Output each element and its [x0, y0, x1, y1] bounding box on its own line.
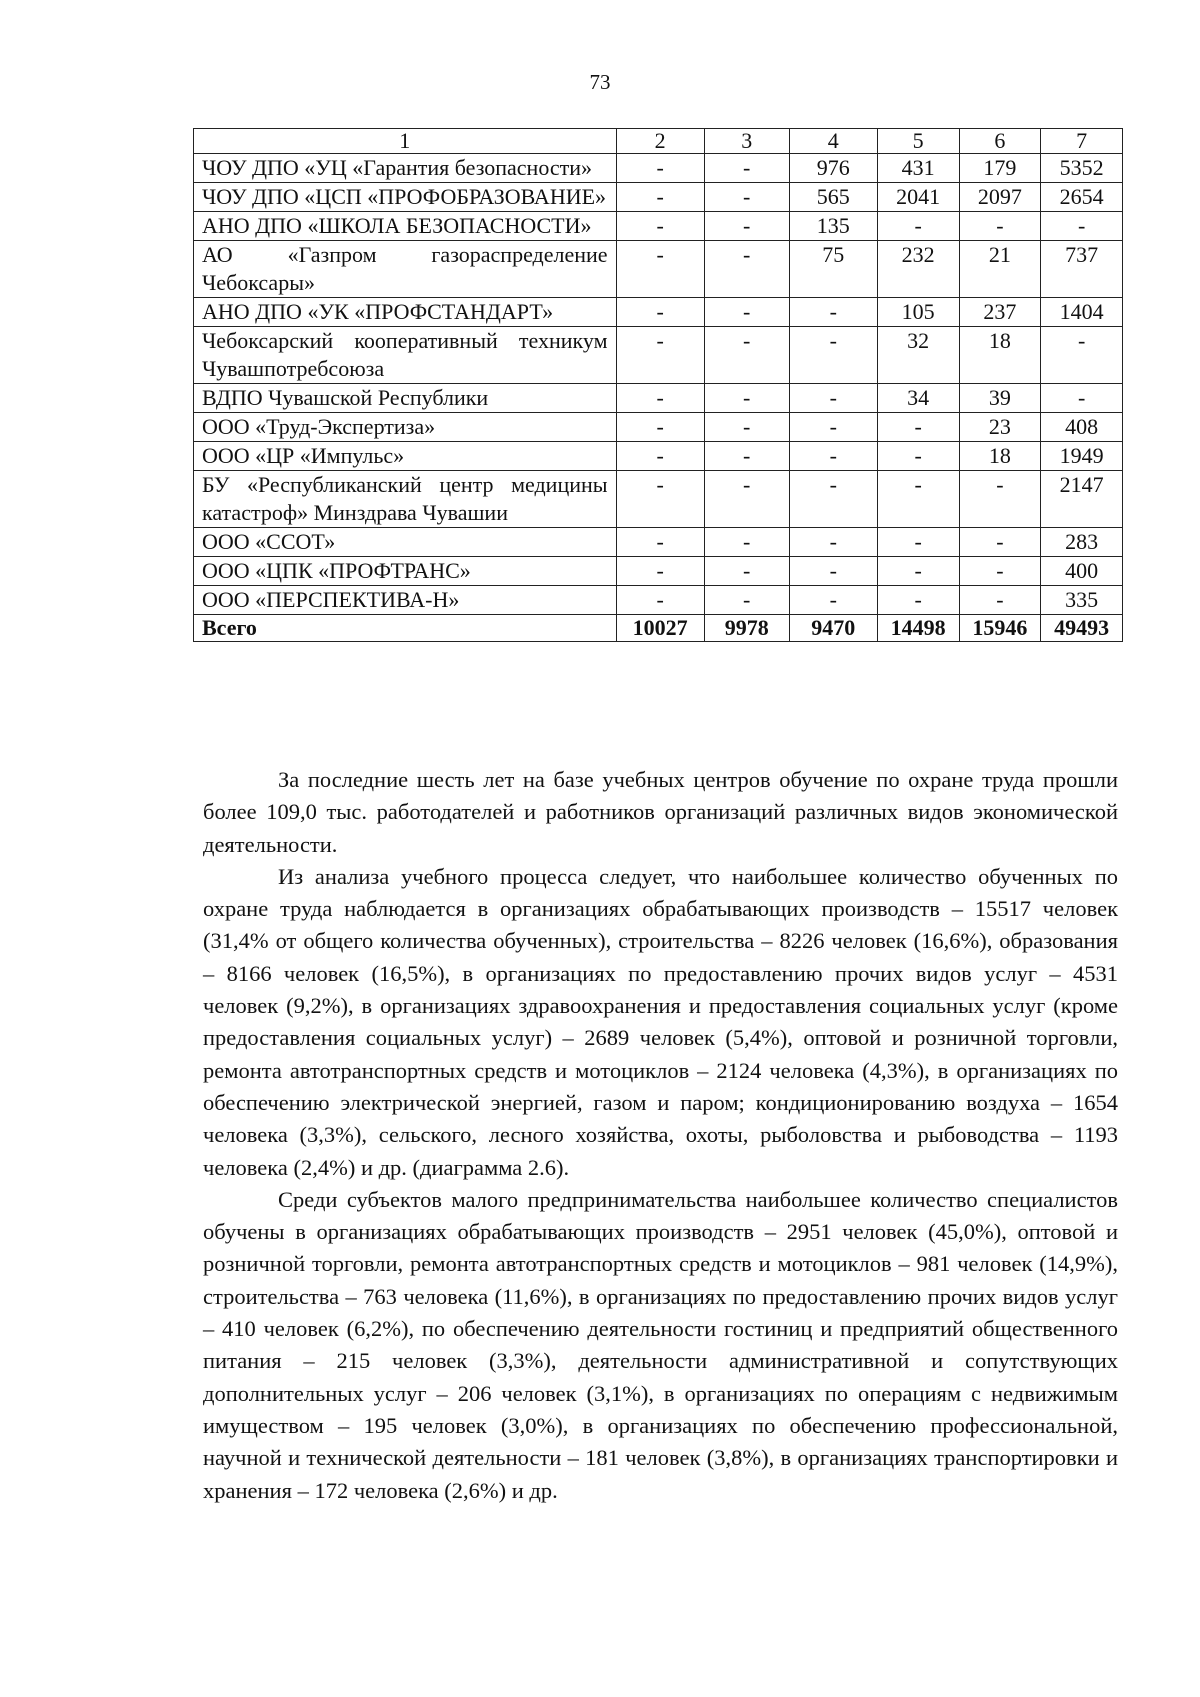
- organization-cell: Всего: [194, 615, 617, 642]
- table-cell: 23: [959, 413, 1041, 442]
- body-text: [203, 764, 1118, 1507]
- table-cell: -: [616, 413, 704, 442]
- table-cell: 10027: [616, 615, 704, 642]
- table-cell: 18: [959, 327, 1041, 384]
- table-cell: 335: [1041, 586, 1123, 615]
- table-cell: 7: [1041, 129, 1123, 154]
- organization-cell: ВДПО Чувашской Республики: [194, 384, 617, 413]
- table-cell: -: [959, 471, 1041, 528]
- table-cell: 9978: [704, 615, 789, 642]
- table-cell: 39: [959, 384, 1041, 413]
- table-cell: -: [704, 471, 789, 528]
- table-cell: -: [616, 557, 704, 586]
- table-cell: -: [616, 528, 704, 557]
- table-cell: -: [789, 413, 877, 442]
- table-row: [194, 528, 1123, 557]
- paragraph: За последние шесть лет на базе учебных центров обучение по охране труда прошли более 109,0 тыс. работодателей и работников организаций различных видов экономической деятельности.: [203, 767, 1118, 857]
- table-cell: -: [616, 384, 704, 413]
- table-cell: 283: [1041, 528, 1123, 557]
- table-cell: 5: [877, 129, 959, 154]
- table-cell: -: [1041, 212, 1123, 241]
- table-cell: 75: [789, 241, 877, 298]
- table-cell: -: [616, 586, 704, 615]
- table-cell: -: [877, 212, 959, 241]
- table-cell: 5352: [1041, 154, 1123, 183]
- table-row: [194, 586, 1123, 615]
- table-cell: 1404: [1041, 298, 1123, 327]
- table-body: [194, 129, 1123, 642]
- organization-cell: АО «Газпром газораспределение Чебоксары»: [194, 241, 617, 298]
- table-cell: -: [616, 183, 704, 212]
- table-cell: 2: [616, 129, 704, 154]
- table-cell: 14498: [877, 615, 959, 642]
- paragraph: Среди субъектов малого предпринимательства наибольшее количество специалистов обучены в организациях обрабатывающих производств – 2951 человек (45,0%), оптовой и розничной торговли, ремонта автотранспортных средств и мотоциклов – 981 человек (14,9%), строительства – 763 человека (11,6%), в организациях по предоставлению прочих видов услуг – 410 человек (6,2%), по обеспечению деятельности гостиниц и предприятий общественного питания – 215 человек (3,3%), деятельности административной и сопутствующих дополнительных услуг – 206 человек (3,1%), в организациях по операциям с недвижимым имуществом – 195 человек (3,0%), в организациях по обеспечению профессиональной, научной и технической деятельности – 181 человек (3,8%), в организациях транспортировки и хранения – 172 человека (2,6%) и др.: [203, 1186, 1118, 1503]
- organization-cell: ООО «ПЕРСПЕКТИВА-Н»: [194, 586, 617, 615]
- table-cell: 3: [704, 129, 789, 154]
- table-cell: -: [704, 183, 789, 212]
- table-cell: 2654: [1041, 183, 1123, 212]
- table-row: [194, 298, 1123, 327]
- table-cell: 1949: [1041, 442, 1123, 471]
- organization-cell: ООО «ЦР «Импульс»: [194, 442, 617, 471]
- table-cell: -: [1041, 384, 1123, 413]
- table-cell: 15946: [959, 615, 1041, 642]
- table-cell: -: [704, 298, 789, 327]
- table-cell: -: [789, 471, 877, 528]
- table-cell: 32: [877, 327, 959, 384]
- table-row: [194, 183, 1123, 212]
- table-cell: -: [877, 557, 959, 586]
- table-row: [194, 384, 1123, 413]
- table-cell: 400: [1041, 557, 1123, 586]
- table-cell: -: [789, 298, 877, 327]
- table-row: [194, 241, 1123, 298]
- organization-cell: АНО ДПО «ШКОЛА БЕЗОПАСНОСТИ»: [194, 212, 617, 241]
- table-cell: -: [959, 557, 1041, 586]
- paragraph: Из анализа учебного процесса следует, что наибольшее количество обученных по охране труда наблюдается в организациях обрабатывающих производств – 15517 человек (31,4% от общего количества обученных), строительства – 8226 человек (16,6%), образования – 8166 человек (16,5%), в организациях по предоставлению прочих видов услуг – 4531 человек (9,2%), в организациях здравоохранения и предоставления социальных услуг (кроме предоставления социальных услуг) – 2689 человек (5,4%), оптовой и розничной торговли, ремонта автотранспортных средств и мотоциклов – 2124 человека (4,3%), в организациях по обеспечению электрической энергией, газом и паром; кондиционированию воздуха – 1654 человека (3,3%), сельского, лесного хозяйства, охоты, рыболовства и рыбоводства – 1193 человека (2,4%) и др. (диаграмма 2.6).: [203, 863, 1118, 1180]
- table-cell: -: [877, 413, 959, 442]
- organization-cell: БУ «Республиканский центр медицины катастроф» Минздрава Чувашии: [194, 471, 617, 528]
- table-header-row: [194, 129, 1123, 154]
- table-cell: -: [616, 327, 704, 384]
- organization-cell: ЧОУ ДПО «ЦСП «ПРОФОБРАЗОВАНИЕ»: [194, 183, 617, 212]
- table-cell: -: [789, 528, 877, 557]
- table-cell: 2041: [877, 183, 959, 212]
- table-cell: -: [616, 241, 704, 298]
- table-cell: 1: [194, 129, 617, 154]
- table-total-row: [194, 615, 1123, 642]
- table-row: [194, 327, 1123, 384]
- table-cell: -: [877, 528, 959, 557]
- organization-cell: ООО «ССОТ»: [194, 528, 617, 557]
- table-cell: -: [616, 154, 704, 183]
- table-cell: 737: [1041, 241, 1123, 298]
- table-cell: 565: [789, 183, 877, 212]
- page-number: 73: [589, 70, 611, 94]
- table-cell: -: [959, 586, 1041, 615]
- table-cell: -: [877, 586, 959, 615]
- organization-cell: ЧОУ ДПО «УЦ «Гарантия безопасности»: [194, 154, 617, 183]
- table-cell: -: [704, 528, 789, 557]
- table-cell: -: [704, 327, 789, 384]
- table-cell: 237: [959, 298, 1041, 327]
- table-cell: -: [789, 586, 877, 615]
- organization-cell: ООО «Труд-Экспертиза»: [194, 413, 617, 442]
- organization-cell: Чебоксарский кооперативный техникум Чувашпотребсоюза: [194, 327, 617, 384]
- table-cell: -: [789, 384, 877, 413]
- table-cell: -: [704, 212, 789, 241]
- table-cell: -: [959, 528, 1041, 557]
- table-cell: -: [616, 471, 704, 528]
- training-table: [193, 128, 1123, 642]
- table-cell: -: [1041, 327, 1123, 384]
- table-cell: -: [789, 442, 877, 471]
- table-row: [194, 154, 1123, 183]
- table-cell: -: [616, 212, 704, 241]
- table-cell: -: [959, 212, 1041, 241]
- table-cell: -: [877, 471, 959, 528]
- organization-cell: ООО «ЦПК «ПРОФТРАНС»: [194, 557, 617, 586]
- table-cell: -: [616, 298, 704, 327]
- table-cell: -: [704, 384, 789, 413]
- table-cell: 232: [877, 241, 959, 298]
- table-cell: 105: [877, 298, 959, 327]
- table-cell: 408: [1041, 413, 1123, 442]
- table-cell: 2147: [1041, 471, 1123, 528]
- table-cell: 135: [789, 212, 877, 241]
- table-row: [194, 212, 1123, 241]
- table-cell: -: [704, 442, 789, 471]
- table-cell: 34: [877, 384, 959, 413]
- table-row: [194, 471, 1123, 528]
- table-cell: -: [704, 241, 789, 298]
- table-cell: -: [704, 586, 789, 615]
- table-cell: 179: [959, 154, 1041, 183]
- table-cell: 976: [789, 154, 877, 183]
- table-cell: -: [704, 413, 789, 442]
- table-cell: 9470: [789, 615, 877, 642]
- table-cell: 18: [959, 442, 1041, 471]
- table-cell: -: [789, 327, 877, 384]
- table-cell: 49493: [1041, 615, 1123, 642]
- table-cell: -: [877, 442, 959, 471]
- table-cell: 21: [959, 241, 1041, 298]
- table-cell: -: [616, 442, 704, 471]
- table-cell: -: [704, 557, 789, 586]
- table-cell: -: [789, 557, 877, 586]
- table-cell: 431: [877, 154, 959, 183]
- table-cell: 4: [789, 129, 877, 154]
- table-cell: 2097: [959, 183, 1041, 212]
- table-row: [194, 557, 1123, 586]
- table-cell: -: [704, 154, 789, 183]
- table-cell: 6: [959, 129, 1041, 154]
- organization-cell: АНО ДПО «УК «ПРОФСТАНДАРТ»: [194, 298, 617, 327]
- table-row: [194, 442, 1123, 471]
- table-row: [194, 413, 1123, 442]
